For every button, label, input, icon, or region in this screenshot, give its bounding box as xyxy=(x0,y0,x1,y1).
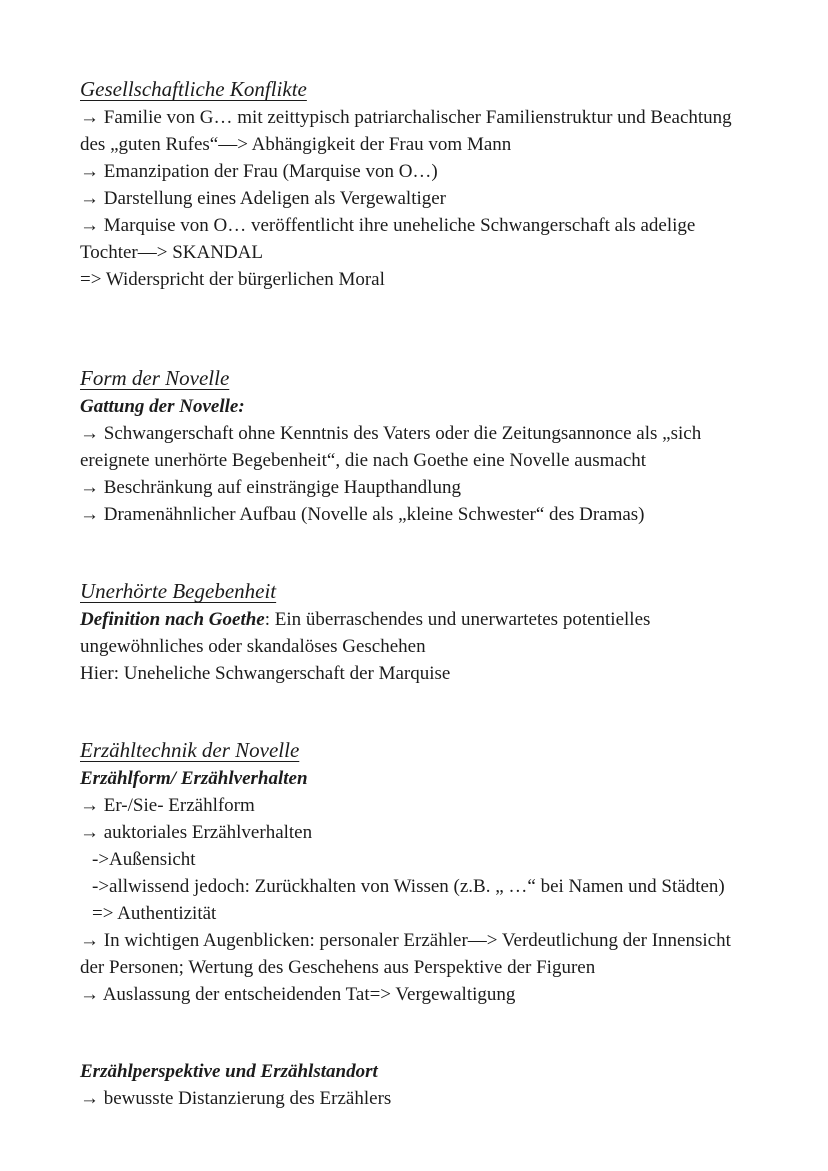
paragraph xyxy=(80,927,750,981)
text-run: Erzähltechnik der Novelle xyxy=(80,738,300,762)
paragraph xyxy=(80,185,750,212)
text-run: Gesellschaftliche Konflikte xyxy=(80,77,307,101)
paragraph xyxy=(80,158,750,185)
document-body xyxy=(80,76,750,1112)
section xyxy=(80,1058,750,1112)
text-run: → Marquise von O… veröffentlicht ihre uneheliche Schwangerschaft als adelige Tochter—> SKANDAL xyxy=(80,215,696,263)
text-run: → Familie von G… mit zeittypisch patriarchalischer Familienstruktur und Beachtung des „guten Rufes“—> Abhängigkeit der Frau vom Mann xyxy=(80,107,732,155)
paragraph xyxy=(80,606,750,660)
paragraph xyxy=(80,1085,750,1112)
paragraph xyxy=(80,846,750,873)
section xyxy=(80,737,750,1008)
text-run: → bewusste Distanzierung des Erzählers xyxy=(80,1088,392,1109)
text-run: Definition nach Goethe xyxy=(80,609,265,630)
paragraph xyxy=(80,266,750,293)
text-run: Form der Novelle xyxy=(80,366,230,390)
section xyxy=(80,365,750,528)
paragraph xyxy=(80,981,750,1008)
section-heading xyxy=(80,737,750,764)
text-run: → Beschränkung auf einsträngige Haupthandlung xyxy=(80,477,461,498)
paragraph xyxy=(80,212,750,266)
text-run: => Widerspricht der bürgerlichen Moral xyxy=(80,269,385,290)
section-subheading xyxy=(80,393,750,420)
text-run: Unerhörte Begebenheit xyxy=(80,579,277,603)
text-run: Erzählperspektive und Erzählstandort xyxy=(80,1061,378,1082)
text-run: ->Außensicht xyxy=(92,849,196,870)
section-heading xyxy=(80,76,750,103)
paragraph xyxy=(80,873,750,900)
text-run: → Emanzipation der Frau (Marquise von O…) xyxy=(80,161,438,182)
section-subheading xyxy=(80,765,750,792)
text-run: → In wichtigen Augenblicken: personaler Erzähler—> Verdeutlichung der Innensicht der Personen; Wertung des Geschehens aus Perspektive der Figuren xyxy=(80,930,731,978)
text-run: Gattung der Novelle: xyxy=(80,396,245,417)
paragraph xyxy=(80,420,750,474)
paragraph xyxy=(80,501,750,528)
paragraph xyxy=(80,104,750,158)
text-run: → Darstellung eines Adeligen als Vergewaltiger xyxy=(80,188,447,209)
text-run: => Authentizität xyxy=(92,903,217,924)
paragraph xyxy=(80,660,750,687)
paragraph xyxy=(80,900,750,927)
text-run: → Er-/Sie- Erzählform xyxy=(80,795,255,816)
paragraph xyxy=(80,792,750,819)
paragraph xyxy=(80,819,750,846)
text-run: : Ein überraschendes und unerwartetes potentielles ungewöhnliches oder skandalöses Geschehen xyxy=(80,609,651,657)
text-run: Erzählform/ Erzählverhalten xyxy=(80,768,308,789)
section xyxy=(80,578,750,687)
text-run: → auktoriales Erzählverhalten xyxy=(80,822,313,843)
section-heading xyxy=(80,578,750,605)
text-run: ->allwissend jedoch: Zurückhalten von Wissen (z.B. „ …“ bei Namen und Städten) xyxy=(92,876,725,897)
section-heading xyxy=(80,365,750,392)
text-run: Hier: Uneheliche Schwangerschaft der Marquise xyxy=(80,663,451,684)
section xyxy=(80,76,750,293)
paragraph xyxy=(80,474,750,501)
text-run: → Dramenähnlicher Aufbau (Novelle als „kleine Schwester“ des Dramas) xyxy=(80,504,645,525)
section-subheading xyxy=(80,1058,750,1085)
text-run: → Schwangerschaft ohne Kenntnis des Vaters oder die Zeitungsannonce als „sich ereignete unerhörte Begebenheit“, die nach Goethe eine Novelle ausmacht xyxy=(80,423,702,471)
text-run: → Auslassung der entscheidenden Tat=> Vergewaltigung xyxy=(80,984,516,1005)
